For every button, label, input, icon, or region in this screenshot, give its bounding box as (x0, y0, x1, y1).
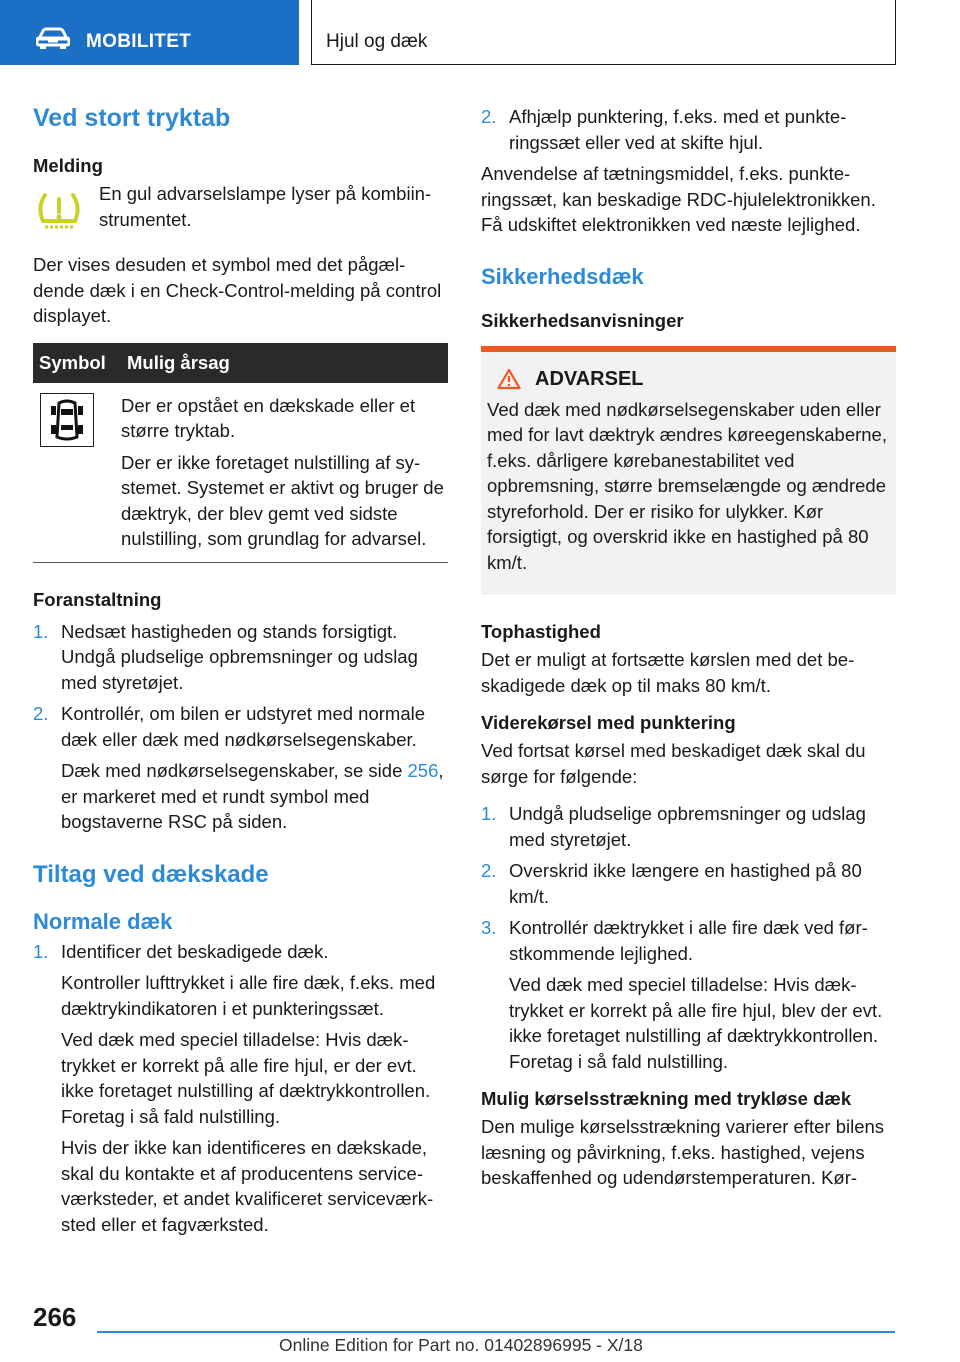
melding-label: Melding (33, 155, 103, 176)
advarsel-text: Ved dæk med nødkørselsegenskaber uden eller med for lavt dæktryk ændres køreegenskaberne, f.eks. dårligere kørebanestabilitet ved opbremsning, større bremselængde og ændrede styreforhold. Der er risiko for ulykker. Kør forsigtigt, og overskrid ikke en hastighed på 80 km/t. (487, 398, 887, 573)
list-item: 2. Kontrollér, om bilen er udstyret med normale dæk eller dæk med nødkørselsegenskaber. Dæk med nødkørselsegenskaber, se side 256, er markeret med et rundt symbol med bogstaverne RSC på siden. (33, 701, 448, 835)
page-link-256[interactable]: 256 (407, 760, 439, 781)
continued-list (481, 104, 896, 155)
heading-tiltag: Tiltag ved dækskade (33, 860, 269, 888)
tire-pressure-warning-icon (33, 191, 85, 231)
footer-divider (97, 1331, 895, 1333)
list-item: 1. Nedsæt hastigheden og stands forsigtigt. Undgå pludselige opbremsninger og udslag med styretøjet. (33, 620, 418, 693)
car-tire-damage-icon (50, 397, 84, 443)
mulig-text: Den mulige kørselsstrækning varierer efter bilens læsning og påvirkning, f.eks. hastighed, vejens beskaffenhed og udendørstemperaturen. Kør- (481, 1116, 885, 1188)
mulig-label: Mulig kørselsstrækning med trykløse dæk (481, 1088, 852, 1109)
car-icon (36, 27, 70, 49)
symbol-intro-text: Der vises desuden et symbol med det pågældende dæk i en Check-Control-melding på control displayet. (33, 254, 442, 326)
heading-sikkerhedsdaek: Sikkerhedsdæk (481, 263, 644, 289)
section-title: Hjul og dæk (326, 31, 428, 52)
advarsel-title: ADVARSEL (535, 367, 644, 390)
warning-lamp-row (33, 181, 448, 236)
right-column (481, 100, 896, 1191)
advarsel-box (481, 346, 896, 596)
videre-text: Ved fortsat kørsel med beskadiget dæk skal du sørge for følgende: (481, 740, 866, 787)
cause-text-2: Der er ikke foretaget nulstilling af systemet. Systemet er aktivt og bruger de dæktryk, der blev gemt ved sidste nulstilling, som grundlag for advarsel. (121, 451, 444, 549)
advarsel-title-row (497, 368, 890, 391)
list-item: 2. Afhjælp punktering, f.eks. med et punkteringssæt eller ved at skifte hjul. (481, 106, 847, 153)
tophast-label: Tophastighed (481, 621, 601, 642)
heading-normale-daek: Normale dæk (33, 908, 173, 934)
tophast-text: Det er muligt at fortsætte kørslen med det beskadigede dæk op til maks 80 km/t. (481, 649, 855, 696)
cause-text-1: Der er opstået en dækskade eller et større tryktab. (121, 394, 416, 441)
chapter-header (0, 0, 299, 65)
table-header-symbol: Symbol (33, 343, 121, 383)
warning-triangle-icon (497, 368, 521, 390)
footer-edition: Online Edition for Part no. 01402896995 - X/18 (279, 1335, 643, 1355)
list-item: 1. Undgå pludselige opbremsninger og udslag med styretøjet. (481, 803, 866, 850)
section-header (311, 0, 896, 65)
heading-stort-tryktab: Ved stort tryktab (33, 104, 231, 132)
list-item: 1. Identificer det beskadigede dæk. Kontroller lufttrykket i alle fire dæk, f.eks. med dæktrykindikatoren i et punkteringssæt. Ved dæk med speciel tilladelse: Hvis dæktrykket er korrekt på alle fire hjul, er der evt. ikke foretaget nulstilling af dæktrykkontrollen. Foretag i så fald nulstilling. Hvis der ikke kan identificeres en dækskade, skal du kontakte et af producentens serviceværksteder, et andet kvalificeret serviceværksted eller et fagværksted. (33, 940, 436, 1235)
symbol-cell (40, 393, 94, 447)
chapter-title: MOBILITET (86, 31, 192, 52)
left-column (33, 100, 448, 1237)
warning-lamp-text: En gul advarselslampe lyser på kombiinstrumentet. (99, 183, 432, 230)
videre-label: Viderekørsel med punktering (481, 712, 736, 733)
page-number: 266 (33, 1302, 77, 1332)
videre-list (481, 801, 896, 1074)
sikkerhed-label: Sikkerhedsanvisninger (481, 309, 684, 331)
table-header-cause: Mulig årsag (121, 343, 448, 383)
foranstaltning-list (33, 619, 448, 835)
list-item: 3. Kontrollér dæktrykket i alle fire dæk ved førstkommende lejlighed. Ved dæk med speciel tilladelse: Hvis dæktrykket er korrekt på alle fire hjul, blev der evt. ikke foretaget nulstilling af dæktrykkontrollen. Foretag i så fald nulstilling. (481, 917, 883, 1072)
normale-list (33, 939, 448, 1238)
list-item: 2. Overskrid ikke længere en hastighed på 80 km/t. (481, 860, 862, 907)
table-row (33, 383, 448, 563)
symbol-table (33, 343, 448, 563)
foranstaltning-label: Foranstaltning (33, 588, 162, 610)
rsc-paragraph: Dæk med nødkørselsegenskaber, se side 256, er markeret med et rundt symbol med bogstaverne RSC på siden. (61, 760, 444, 832)
taetning-text: Anvendelse af tætningsmiddel, f.eks. punkteringssæt, kan beskadige RDC-hjulelektronikken. Få udskiftet elektronikken ved næste lejlighed. (481, 163, 876, 235)
